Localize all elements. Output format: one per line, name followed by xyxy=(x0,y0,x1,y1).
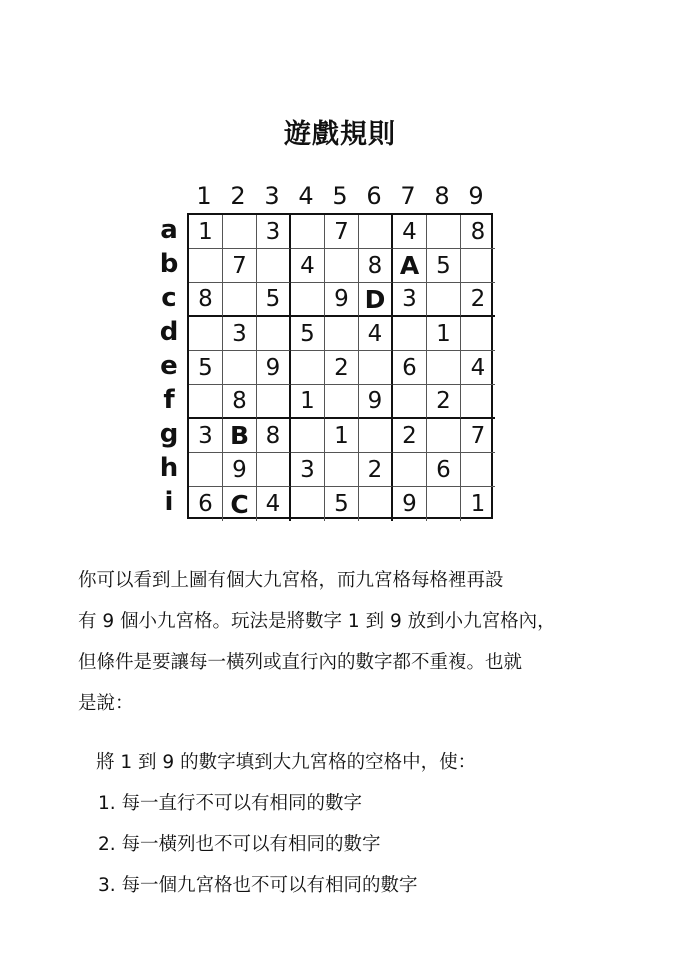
row-label: h xyxy=(159,453,179,483)
column-label: 1 xyxy=(196,182,212,210)
sudoku-cell: 1 xyxy=(325,419,359,453)
sudoku-cell xyxy=(189,385,223,419)
sudoku-cell: 9 xyxy=(325,283,359,317)
sudoku-cell: 2 xyxy=(427,385,461,419)
sudoku-cell: 4 xyxy=(359,317,393,351)
sudoku-cell: 1 xyxy=(427,317,461,351)
sudoku-cell: 8 xyxy=(223,385,257,419)
sudoku-cell xyxy=(359,215,393,249)
sudoku-cell: B xyxy=(223,419,257,453)
column-label: 5 xyxy=(332,182,348,210)
row-label: c xyxy=(161,283,177,313)
column-label: 6 xyxy=(366,182,382,210)
sudoku-cell xyxy=(291,283,325,317)
sudoku-cell xyxy=(325,385,359,419)
sudoku-cell xyxy=(223,283,257,317)
sudoku-cell xyxy=(427,351,461,385)
intro-line: 你可以看到上圖有個大九宮格，而九宮格每格裡再設 xyxy=(78,570,504,591)
sudoku-cell: 1 xyxy=(189,215,223,249)
intro-line: 但條件是要讓每一橫列或直行內的數字都不重複。也就 xyxy=(78,652,523,673)
rule-item: 2. 每一橫列也不可以有相同的數字 xyxy=(98,834,381,855)
sudoku-cell: 8 xyxy=(189,283,223,317)
sudoku-cell: 5 xyxy=(257,283,291,317)
intro-paragraph xyxy=(78,560,618,724)
sudoku-cell xyxy=(257,249,291,283)
intro-line: 有 9 個小九宮格。玩法是將數字 1 到 9 放到小九宮格內， xyxy=(78,611,556,632)
sudoku-cell xyxy=(325,453,359,487)
row-label: f xyxy=(163,385,175,415)
column-label: 9 xyxy=(468,182,484,210)
sudoku-cell xyxy=(427,487,461,521)
sudoku-cell xyxy=(393,453,427,487)
column-label: 2 xyxy=(230,182,246,210)
rule-item: 1. 每一直行不可以有相同的數字 xyxy=(98,793,363,814)
row-label: i xyxy=(164,487,174,517)
sudoku-cell xyxy=(257,385,291,419)
sudoku-cell xyxy=(291,487,325,521)
sudoku-cell: 9 xyxy=(393,487,427,521)
sudoku-cell xyxy=(461,453,495,487)
row-label: b xyxy=(159,249,179,279)
sudoku-cell: 3 xyxy=(189,419,223,453)
sudoku-cell xyxy=(461,317,495,351)
sudoku-cell: 9 xyxy=(359,385,393,419)
sudoku-cell: C xyxy=(223,487,257,521)
rules-section xyxy=(96,742,616,906)
sudoku-cell: 3 xyxy=(257,215,291,249)
sudoku-cell: 1 xyxy=(470,491,486,517)
sudoku-cell: 2 xyxy=(359,453,393,487)
sudoku-cell: 2 xyxy=(461,283,495,317)
sudoku-cell xyxy=(325,249,359,283)
sudoku-cell: 5 xyxy=(325,487,359,521)
sudoku-cell: 7 xyxy=(223,249,257,283)
sudoku-cell xyxy=(291,351,325,385)
sudoku-cell xyxy=(427,215,461,249)
intro-line: 是說： xyxy=(78,693,134,714)
sudoku-cell: 2 xyxy=(393,419,427,453)
sudoku-cell xyxy=(291,419,325,453)
sudoku-cell: 4 xyxy=(393,215,427,249)
column-label: 3 xyxy=(264,182,280,210)
sudoku-cell xyxy=(325,317,359,351)
sudoku-cell xyxy=(291,215,325,249)
sudoku-cell xyxy=(257,317,291,351)
sudoku-cell xyxy=(359,351,393,385)
sudoku-cell xyxy=(223,215,257,249)
sudoku-cell xyxy=(427,419,461,453)
sudoku-cell: 7 xyxy=(325,215,359,249)
sudoku-cell: 4 xyxy=(257,487,291,521)
sudoku-cell: 6 xyxy=(189,487,223,521)
sudoku-cell xyxy=(189,249,223,283)
sudoku-cell: 5 xyxy=(189,351,223,385)
sudoku-cell: 3 xyxy=(223,317,257,351)
sudoku-cell xyxy=(223,351,257,385)
sudoku-cell: 4 xyxy=(461,351,495,385)
sudoku-cell: 5 xyxy=(291,317,325,351)
column-label: 8 xyxy=(434,182,450,210)
row-label: g xyxy=(159,419,179,449)
sudoku-cell xyxy=(359,487,393,521)
sudoku-cell: 7 xyxy=(461,419,495,453)
sudoku-cell xyxy=(393,317,427,351)
sudoku-cell: 8 xyxy=(359,249,393,283)
sudoku-cell xyxy=(461,249,495,283)
sudoku-cell: 6 xyxy=(427,453,461,487)
sudoku-cell: 8 xyxy=(257,419,291,453)
sudoku-cell xyxy=(393,385,427,419)
sudoku-cell: D xyxy=(359,283,393,317)
row-label: d xyxy=(159,317,179,347)
sudoku-cell: A xyxy=(393,249,427,283)
sudoku-cell: 3 xyxy=(393,283,427,317)
sudoku-board xyxy=(187,213,493,519)
page-title: 遊戲規則 xyxy=(284,119,396,150)
row-labels xyxy=(152,213,186,519)
row-label: e xyxy=(160,351,178,381)
sudoku-cell: 4 xyxy=(291,249,325,283)
sudoku-cell: 3 xyxy=(291,453,325,487)
sudoku-cell xyxy=(461,385,495,419)
sudoku-cell xyxy=(189,453,223,487)
sudoku-cell: 6 xyxy=(393,351,427,385)
sudoku-cell: 9 xyxy=(223,453,257,487)
column-label: 7 xyxy=(400,182,416,210)
sudoku-cell: 2 xyxy=(325,351,359,385)
sudoku-cell: 1 xyxy=(291,385,325,419)
sudoku-cell: 5 xyxy=(427,249,461,283)
sudoku-cell xyxy=(257,453,291,487)
row-label: a xyxy=(160,215,178,245)
rule-item: 3. 每一個九宮格也不可以有相同的數字 xyxy=(98,875,418,896)
rules-intro: 將 1 到 9 的數字填到大九宮格的空格中，使： xyxy=(96,752,477,773)
sudoku-cell: 8 xyxy=(461,215,495,249)
sudoku-cell xyxy=(427,283,461,317)
sudoku-cell: 9 xyxy=(257,351,291,385)
sudoku-cell xyxy=(189,317,223,351)
sudoku-cell xyxy=(359,419,393,453)
column-labels xyxy=(187,179,493,213)
column-label: 4 xyxy=(298,182,314,210)
